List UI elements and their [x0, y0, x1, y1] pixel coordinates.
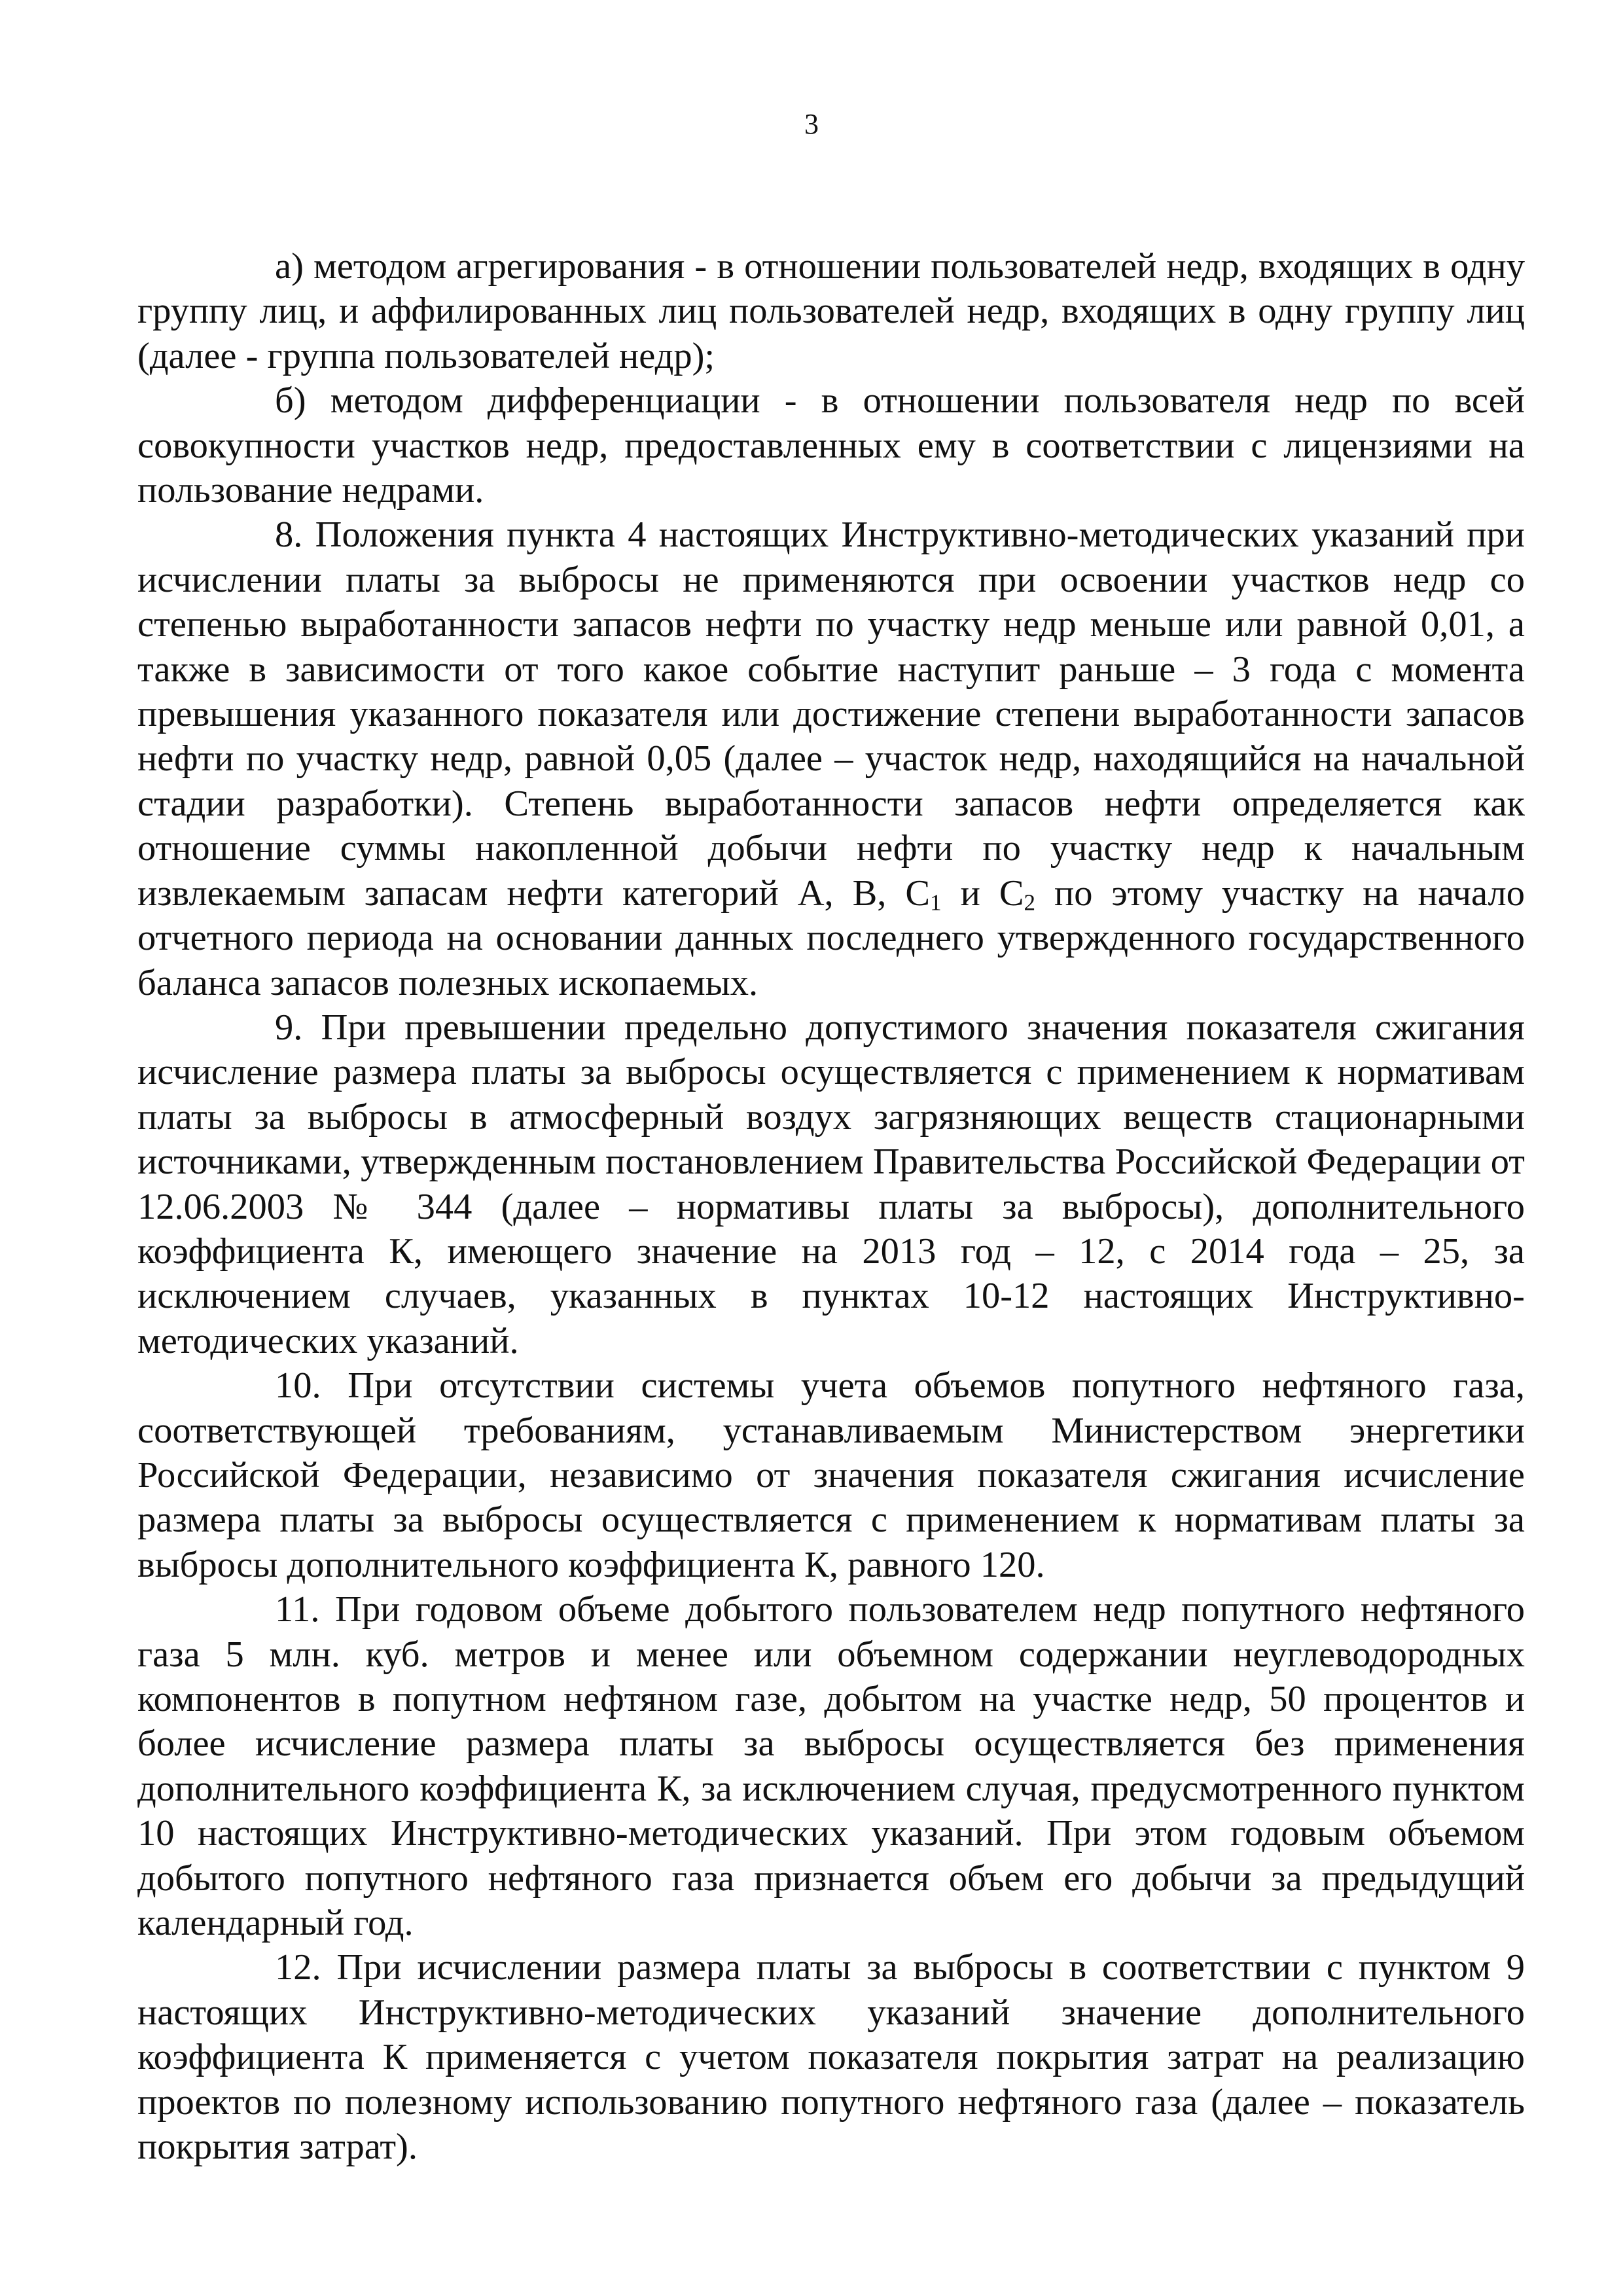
paragraph-8-text-part2: и С — [941, 872, 1024, 914]
paragraph-9: 9. При превышении предельно допустимого значения показателя сжигания исчисление размера платы за выбросы осуществляется с применением к нормативам платы за выбросы в атмосферный воздух загрязняющих веществ стационарными источниками, утвержденным постановлением Правительства Российской Федерации от 12.06.2003 № 344 (далее – нормативы платы за выбросы), дополнительного коэффициента К, имеющего значение на 2013 год – 12, с 2014 года – 25, за исключением случаев, указанных в пунктах 10-12 настоящих Инструктивно-методических указаний. — [137, 1007, 1525, 1361]
category-c2-subscript: 2 — [1024, 889, 1036, 916]
paragraph-11: 11. При годовом объеме добытого пользователем недр попутного нефтяного газа 5 млн. куб. метров и менее или объемном содержании неуглеводородных компонентов в попутном нефтяном газе, добытом на участке недр, 50 процентов и более исчисление размера платы за выбросы осуществляется без применения дополнительного коэффициента К, за исключением случая, предусмотренного пунктом 10 настоящих Инструктивно-методических указаний. При этом годовым объемом добытого попутного нефтяного газа признается объем его добычи за предыдущий календарный год. — [137, 1589, 1525, 1944]
paragraph-8-text-part3: по этому участку на начало отчетного периода на основании данных последнего утвержденного государственного баланса запасов полезных ископаемых. — [137, 872, 1525, 1003]
paragraph-12: 12. При исчислении размера платы за выбросы в соответствии с пунктом 9 настоящих Инструктивно-методических указаний значение дополнительного коэффициента К применяется с учетом показателя покрытия затрат на реализацию проектов по полезному использованию попутного нефтяного газа (далее – показатель покрытия затрат). — [137, 1947, 1525, 2168]
paragraph-10: 10. При отсутствии системы учета объемов попутного нефтяного газа, соответствующей требованиям, устанавливаемым Министерством энергетики Российской Федерации, независимо от значения показателя сжигания исчисление размера платы за выбросы осуществляется с применением к нормативам платы за выбросы дополнительного коэффициента К, равного 120. — [137, 1365, 1525, 1585]
category-c1-subscript: 1 — [930, 889, 942, 916]
paragraph-b: б) методом дифференциации - в отношении пользователя недр по всей совокупности участков недр, предоставленных ему в соответствии с лицензиями на пользование недрами. — [137, 380, 1525, 511]
paragraph-8-text-part1: 8. Положения пункта 4 настоящих Инструктивно-методических указаний при исчислении платы за выбросы не применяются при освоении участков недр со степенью выработанности запасов нефти по участку недр меньше или равной 0,01, а также в зависимости от того какое событие наступит раньше – 3 года с момента превышения указанного показателя или достижение степени выработанности запасов нефти по участку недр, равной 0,05 (далее – участок недр, находящийся на начальной стадии разработки). Степень выработанности запасов нефти определяется как отношение суммы накопленной добычи нефти по участку недр к начальным извлекаемым запасам нефти категорий А, В, С — [137, 514, 1525, 914]
page-number: 3 — [804, 108, 819, 140]
document-body — [137, 244, 1525, 2169]
paragraph-8 — [137, 512, 1525, 1005]
paragraph-a: а) методом агрегирования - в отношении пользователей недр, входящих в одну группу лиц, и аффилированных лиц пользователей недр, входящих в одну группу лиц (далее - группа пользователей недр); — [137, 246, 1525, 376]
